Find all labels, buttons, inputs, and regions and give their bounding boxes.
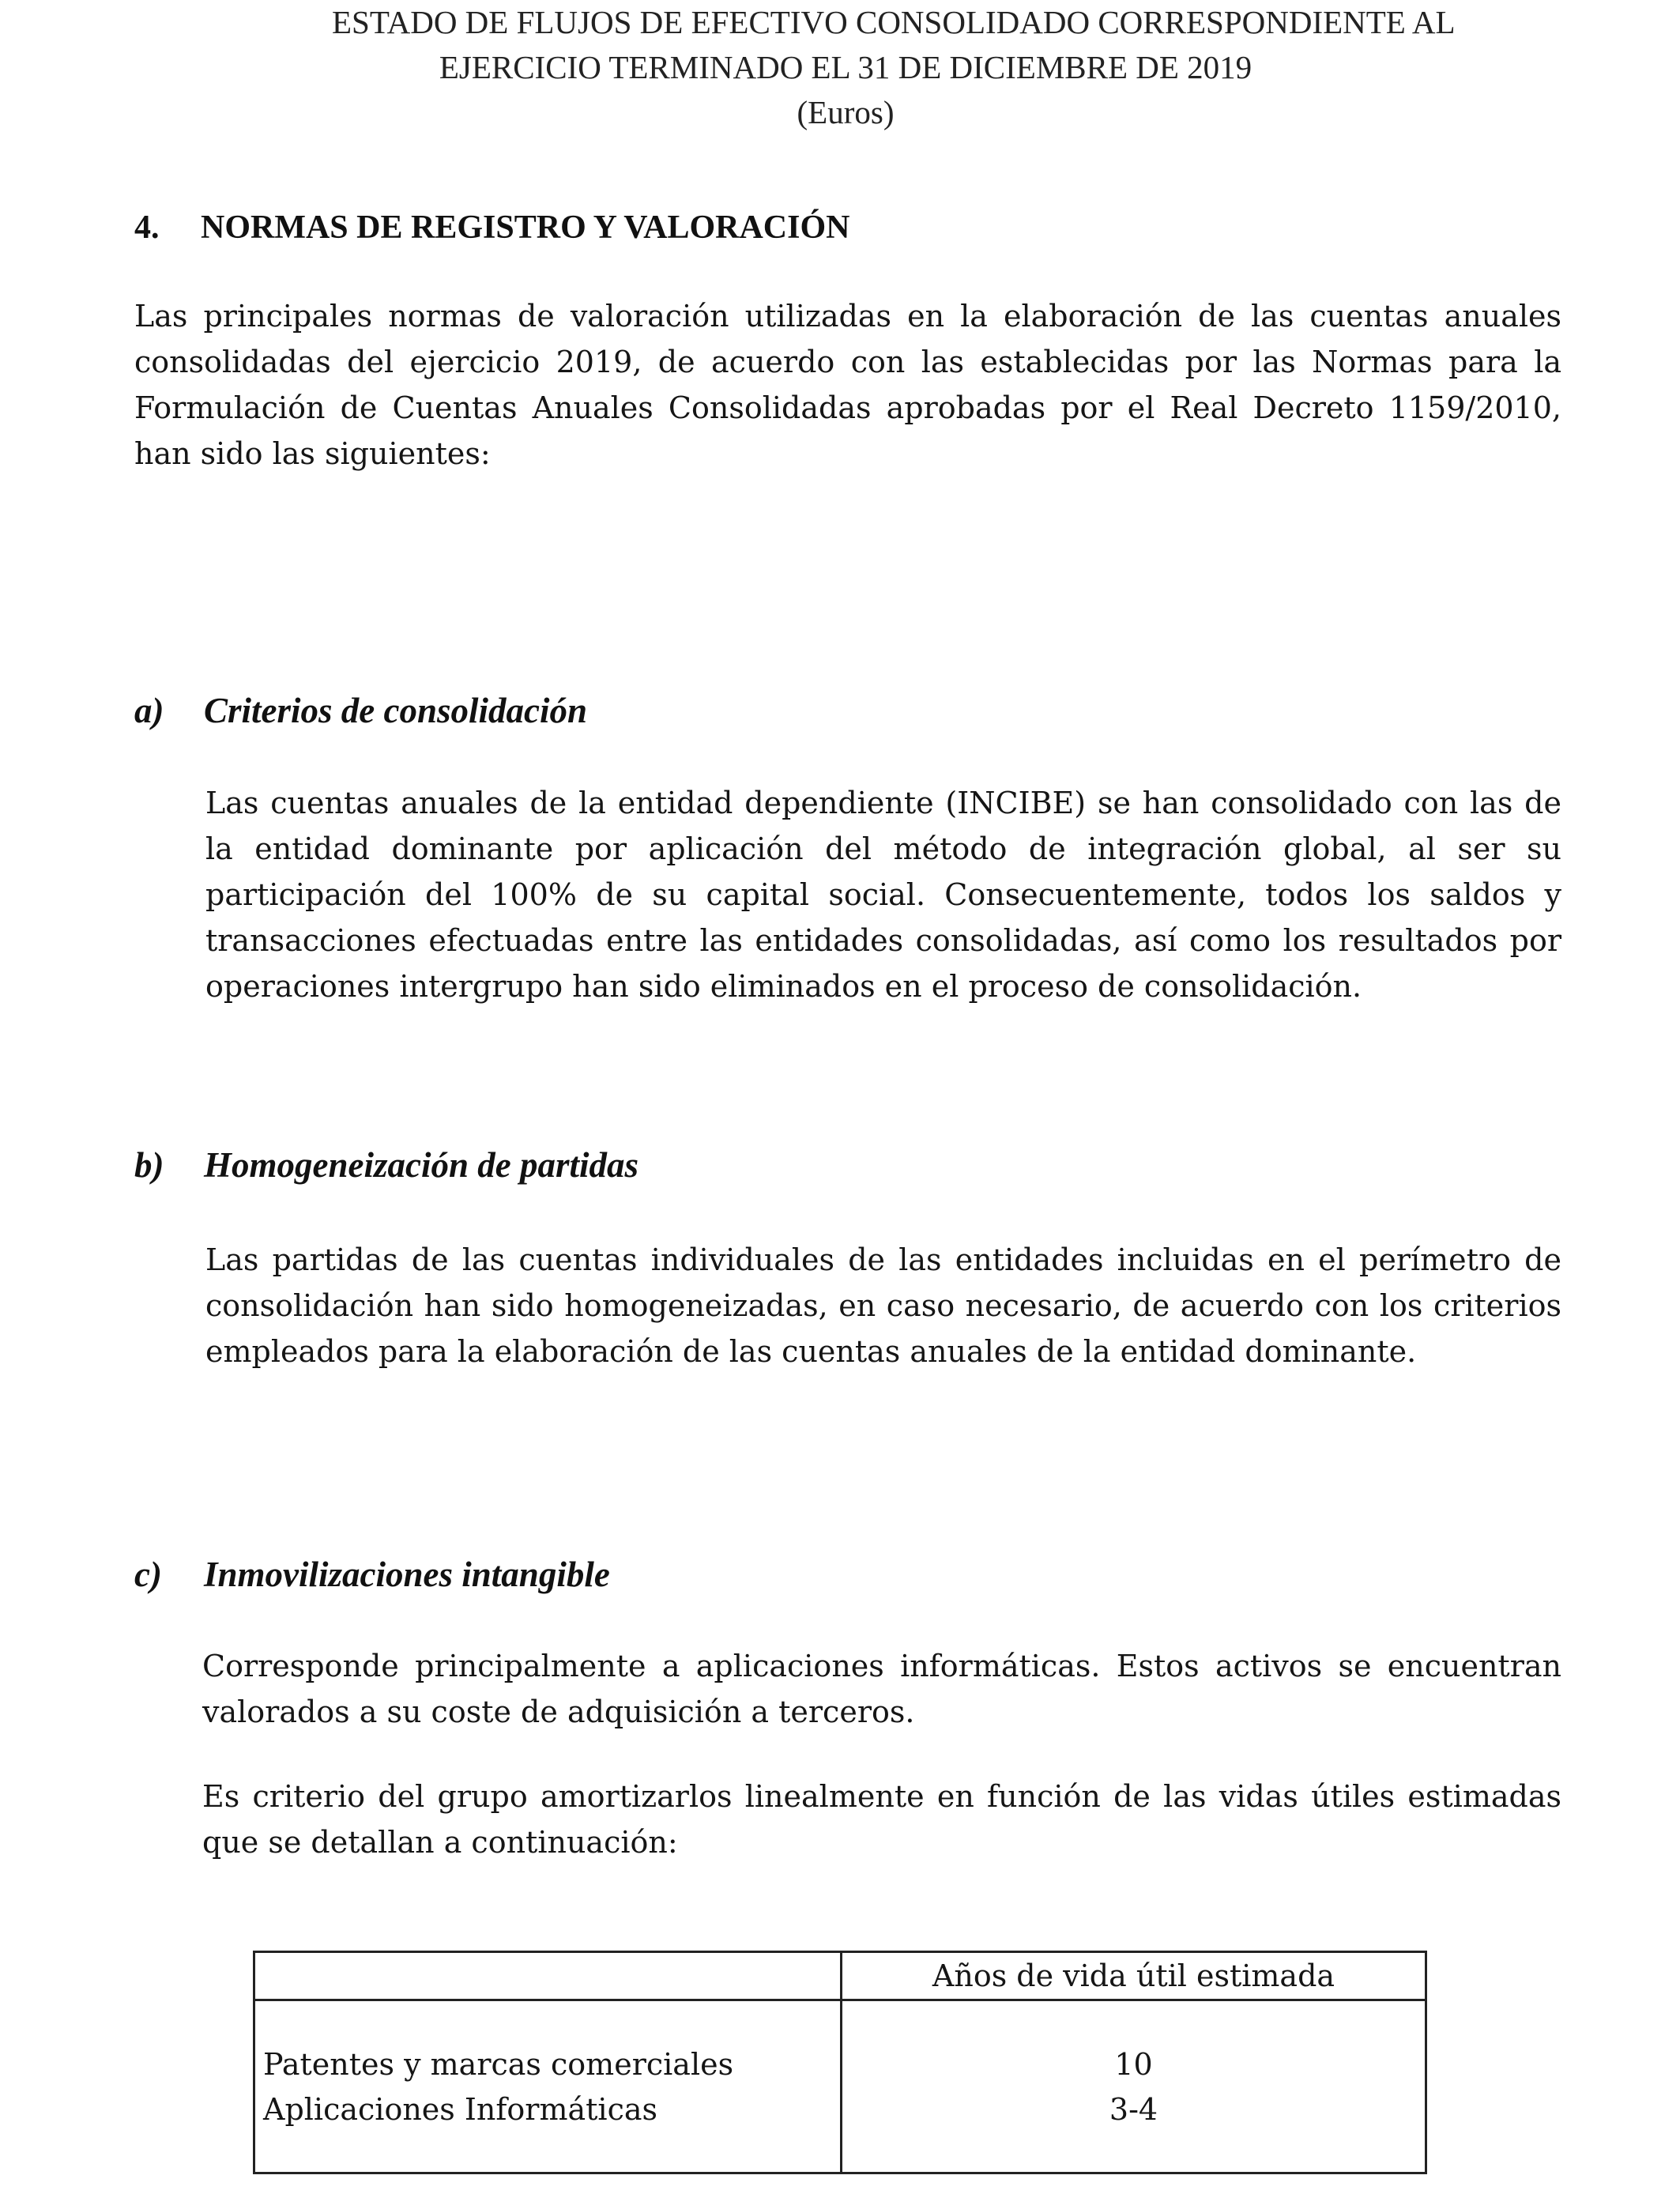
- section-title: NORMAS DE REGISTRO Y VALORACIÓN: [201, 209, 850, 246]
- header-line-1: ESTADO DE FLUJOS DE EFECTIVO CONSOLIDADO CORRESPONDIENTE AL: [332, 4, 1456, 40]
- table-column-header: Años de vida útil estimada: [842, 1952, 1426, 2000]
- table-row-label: Aplicaciones Informáticas: [263, 2092, 658, 2127]
- table-row-label: Patentes y marcas comerciales: [263, 2047, 734, 2082]
- page-header: [332, 0, 1456, 135]
- table-row-value: 3-4: [1109, 2092, 1158, 2127]
- table-values-cell: [842, 2000, 1426, 2173]
- table-body-row: [254, 2000, 1426, 2173]
- useful-life-table: [253, 1951, 1427, 2174]
- section-heading: [134, 209, 849, 247]
- subsection-a-paragraph: Las cuentas anuales de la entidad dependiente (INCIBE) se han consolidado con las de la entidad dominante por aplicación del método de integración global, al ser su participación del 100% de su capital social. Consecuentemente, todos los saldos y transacciones efectuadas entre las entidades consolidadas, así como los resultados por operaciones intergrupo han sido eliminados en el proceso de consolidación.: [205, 786, 1561, 1004]
- table-header-empty-cell: [254, 1952, 842, 2000]
- header-line-3: (Euros): [797, 94, 895, 130]
- table-labels-cell: [254, 2000, 842, 2173]
- subsection-a-title: Criterios de consolidación: [204, 691, 588, 730]
- subsection-c-title: Inmovilizaciones intangible: [204, 1555, 610, 1594]
- subsection-c-paragraph-2: Es criterio del grupo amortizarlos linealmente en función de las vidas útiles estimadas que se detallan a continuación:: [202, 1779, 1561, 1860]
- section-intro-paragraph: Las principales normas de valoración utilizadas en la elaboración de las cuentas anuales consolidadas del ejercicio 2019, de acuerdo con las establecidas por las Normas para la Formulación de Cuentas Anuales Consolidadas aprobadas por el Real Decreto 1159/2010, han sido las siguientes:: [134, 299, 1561, 471]
- table-row-value: 10: [1114, 2047, 1153, 2082]
- section-number: 4.: [134, 209, 160, 246]
- subsection-c-letter: c): [134, 1555, 162, 1594]
- subsection-b-title: Homogeneización de partidas: [204, 1145, 638, 1185]
- subsection-a-heading: [134, 690, 587, 731]
- subsection-b-heading: [134, 1144, 638, 1186]
- header-line-2: EJERCICIO TERMINADO EL 31 DE DICIEMBRE DE 2019: [439, 49, 1252, 85]
- table-header-row: [254, 1952, 1426, 2000]
- subsection-b-paragraph: Las partidas de las cuentas individuales de las entidades incluidas en el perímetro de consolidación han sido homogeneizadas, en caso necesario, de acuerdo con los criterios empleados para la elaboración de las cuentas anuales de la entidad dominante.: [205, 1242, 1561, 1369]
- subsection-c-heading: [134, 1554, 610, 1595]
- subsection-b-letter: b): [134, 1145, 164, 1185]
- subsection-c-paragraph-1: Corresponde principalmente a aplicaciones informáticas. Estos activos se encuentran valorados a su coste de adquisición a terceros.: [202, 1649, 1561, 1729]
- subsection-a-letter: a): [134, 691, 164, 730]
